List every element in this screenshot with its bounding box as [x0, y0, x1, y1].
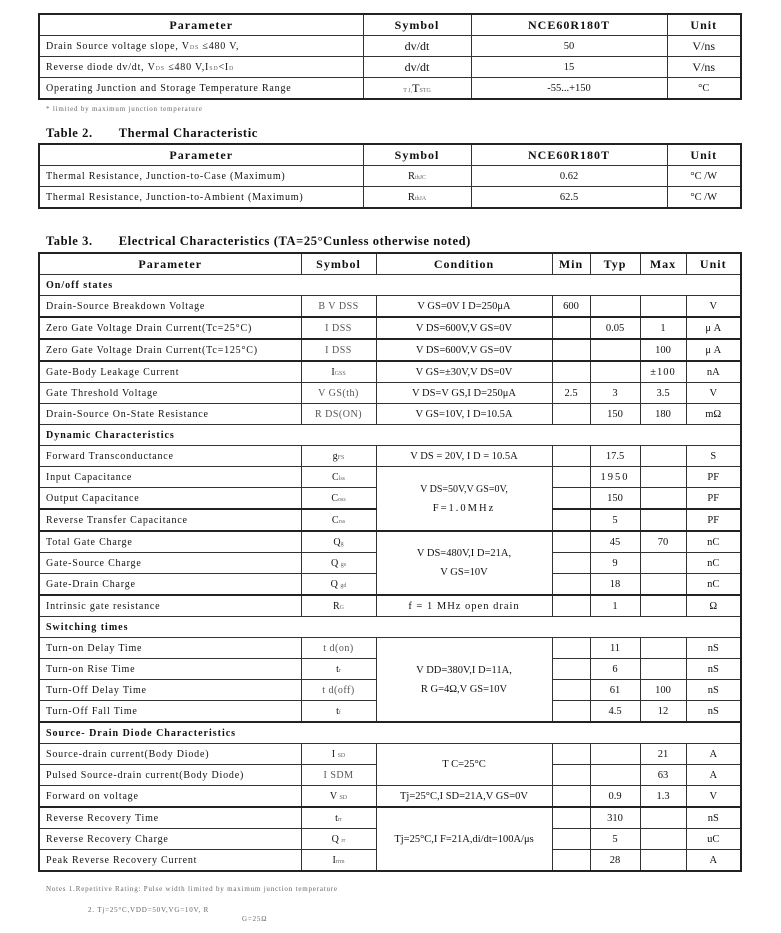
unit-cell: μ A — [686, 317, 741, 339]
table-row — [39, 595, 741, 617]
min-cell — [552, 807, 590, 829]
param-cell: Turn-Off Fall Time — [39, 701, 301, 723]
param-cell: Gate-Drain Charge — [39, 574, 301, 596]
max-cell — [640, 509, 686, 531]
unit-cell: °C /W — [667, 187, 741, 209]
typ-cell: 18 — [590, 574, 640, 596]
min-cell — [552, 659, 590, 680]
min-cell — [552, 317, 590, 339]
table2-title: Table 2. Thermal Characteristic — [46, 126, 258, 140]
header-max: Max — [640, 253, 686, 275]
min-cell — [552, 638, 590, 659]
symbol-cell: I DSS — [301, 339, 376, 361]
unit-cell: V/ns — [667, 36, 741, 57]
param-cell: Intrinsic gate resistance — [39, 595, 301, 617]
header-parameter: Parameter — [39, 253, 301, 275]
param-cell: Operating Junction and Storage Temperature Range — [39, 78, 363, 100]
min-cell — [552, 339, 590, 361]
max-cell — [640, 807, 686, 829]
typ-cell: 3 — [590, 383, 640, 404]
param-cell: Output Capacitance — [39, 488, 301, 510]
condition-cell: V GS=±30V,V DS=0V — [376, 361, 552, 383]
typ-cell — [590, 339, 640, 361]
param-cell: Reverse Transfer Capacitance — [39, 509, 301, 531]
param-cell: Reverse Recovery Charge — [39, 829, 301, 850]
thermal-table — [38, 143, 742, 209]
symbol-cell: Clss — [301, 467, 376, 488]
max-cell: 100 — [640, 680, 686, 701]
table-row — [39, 317, 741, 339]
max-cell — [640, 467, 686, 488]
table-row — [39, 57, 741, 78]
table-row — [39, 807, 741, 829]
max-cell: ±100 — [640, 361, 686, 383]
max-cell — [640, 638, 686, 659]
min-cell — [552, 744, 590, 765]
max-cell — [640, 488, 686, 510]
symbol-cell: RG — [301, 595, 376, 617]
value-cell: -55...+150 — [471, 78, 667, 100]
symbol-cell: IGSS — [301, 361, 376, 383]
table-row — [39, 786, 741, 808]
typ-cell — [590, 744, 640, 765]
symbol-cell: V GS(th) — [301, 383, 376, 404]
symbol-cell: T J,TSTG — [363, 78, 471, 100]
max-cell: 180 — [640, 404, 686, 425]
table-row — [39, 446, 741, 467]
header-unit: Unit — [667, 144, 741, 166]
section-diode: Source- Drain Diode Characteristics — [39, 722, 741, 744]
condition-cell: f = 1 MHz open drain — [376, 595, 552, 617]
table3-title: Table 3. Electrical Characteristics (TA=25°Cunless otherwise noted) — [46, 234, 471, 248]
header-part-number: NCE60R180T — [471, 144, 667, 166]
table-row — [39, 404, 741, 425]
header-unit: Unit — [686, 253, 741, 275]
value-cell: 0.62 — [471, 166, 667, 187]
symbol-cell: RthJA — [363, 187, 471, 209]
min-cell — [552, 595, 590, 617]
max-cell: 1 — [640, 317, 686, 339]
electrical-table — [38, 252, 742, 872]
param-cell: Drain-Source On-State Resistance — [39, 404, 301, 425]
min-cell — [552, 404, 590, 425]
param-cell: Zero Gate Voltage Drain Current(Tc=125°C) — [39, 339, 301, 361]
unit-cell: nS — [686, 638, 741, 659]
unit-cell: A — [686, 744, 741, 765]
typ-cell: 150 — [590, 404, 640, 425]
max-cell — [640, 659, 686, 680]
max-cell — [640, 296, 686, 318]
min-cell: 600 — [552, 296, 590, 318]
unit-cell: nS — [686, 807, 741, 829]
typ-cell: 45 — [590, 531, 640, 553]
symbol-cell: dv/dt — [363, 36, 471, 57]
min-cell — [552, 786, 590, 808]
condition-cell: V DS=600V,V GS=0V — [376, 339, 552, 361]
max-ratings-table — [38, 13, 742, 100]
header-part-number: NCE60R180T — [471, 14, 667, 36]
symbol-cell: Q gd — [301, 574, 376, 596]
header-parameter: Parameter — [39, 144, 363, 166]
unit-cell: Ω — [686, 595, 741, 617]
param-cell: Input Capacitance — [39, 467, 301, 488]
typ-cell: 28 — [590, 850, 640, 872]
unit-cell: nA — [686, 361, 741, 383]
typ-cell: 61 — [590, 680, 640, 701]
symbol-cell: t d(off) — [301, 680, 376, 701]
min-cell — [552, 488, 590, 510]
typ-cell: 5 — [590, 829, 640, 850]
unit-cell: °C /W — [667, 166, 741, 187]
unit-cell: A — [686, 850, 741, 872]
value-cell: 50 — [471, 36, 667, 57]
value-cell: 15 — [471, 57, 667, 78]
table-row — [39, 531, 741, 553]
symbol-cell: Crss — [301, 509, 376, 531]
min-cell — [552, 446, 590, 467]
header-min: Min — [552, 253, 590, 275]
table-row — [39, 296, 741, 318]
max-cell: 12 — [640, 701, 686, 723]
unit-cell: V — [686, 786, 741, 808]
header-unit: Unit — [667, 14, 741, 36]
table-row — [39, 383, 741, 404]
param-cell: Forward Transconductance — [39, 446, 301, 467]
symbol-cell: Q rr — [301, 829, 376, 850]
min-cell — [552, 829, 590, 850]
max-cell — [640, 829, 686, 850]
condition-cell: Tj=25°C,I SD=21A,V GS=0V — [376, 786, 552, 808]
table-row — [39, 36, 741, 57]
max-cell: 100 — [640, 339, 686, 361]
symbol-cell: B V DSS — [301, 296, 376, 318]
unit-cell: V/ns — [667, 57, 741, 78]
condition-cell: V GS=0V I D=250μA — [376, 296, 552, 318]
param-cell: Pulsed Source-drain current(Body Diode) — [39, 765, 301, 786]
param-cell: Source-drain current(Body Diode) — [39, 744, 301, 765]
max-cell — [640, 850, 686, 872]
min-cell — [552, 680, 590, 701]
condition-cell: V DS=V GS,I D=250μA — [376, 383, 552, 404]
diode-current-condition-cell: T C=25°C — [376, 744, 552, 786]
header-symbol: Symbol — [363, 14, 471, 36]
max-cell — [640, 553, 686, 574]
gate-charge-condition-cell: V DS=480V,I D=21A, V GS=10V — [376, 531, 552, 595]
value-cell: 62.5 — [471, 187, 667, 209]
notes-line-2: 2. Tj=25°C,VDD=50V,VG=10V, R — [88, 906, 210, 914]
symbol-cell: I DSS — [301, 317, 376, 339]
condition-cell: V DS=600V,V GS=0V — [376, 317, 552, 339]
symbol-cell: gFS — [301, 446, 376, 467]
unit-cell: nC — [686, 553, 741, 574]
param-cell: Total Gate Charge — [39, 531, 301, 553]
section-on-off: On/off states — [39, 275, 741, 296]
param-cell: Turn-on Rise Time — [39, 659, 301, 680]
typ-cell — [590, 765, 640, 786]
condition-cell: V DS = 20V, I D = 10.5A — [376, 446, 552, 467]
unit-cell: PF — [686, 467, 741, 488]
typ-cell: 9 — [590, 553, 640, 574]
typ-cell: 6 — [590, 659, 640, 680]
symbol-cell: trr — [301, 807, 376, 829]
param-cell: Forward on voltage — [39, 786, 301, 808]
min-cell — [552, 361, 590, 383]
typ-cell: 0.9 — [590, 786, 640, 808]
min-cell — [552, 531, 590, 553]
unit-cell: PF — [686, 488, 741, 510]
table-row — [39, 467, 741, 488]
typ-cell — [590, 296, 640, 318]
typ-cell: 17.5 — [590, 446, 640, 467]
typ-cell: 310 — [590, 807, 640, 829]
min-cell — [552, 467, 590, 488]
typ-cell: 11 — [590, 638, 640, 659]
param-cell: Turn-on Delay Time — [39, 638, 301, 659]
table-row — [39, 187, 741, 209]
max-cell: 63 — [640, 765, 686, 786]
unit-cell: nS — [686, 701, 741, 723]
param-cell: Reverse diode dv/dt, VDS ≤480 V,ISD<ID — [39, 57, 363, 78]
typ-cell: 1950 — [590, 467, 640, 488]
min-cell — [552, 553, 590, 574]
min-cell — [552, 765, 590, 786]
min-cell — [552, 850, 590, 872]
param-cell: Gate-Body Leakage Current — [39, 361, 301, 383]
table-row — [39, 78, 741, 100]
reverse-recovery-condition-cell: Tj=25°C,I F=21A,di/dt=100A/μs — [376, 807, 552, 871]
section-dynamic: Dynamic Characteristics — [39, 425, 741, 446]
min-cell — [552, 509, 590, 531]
typ-cell — [590, 361, 640, 383]
symbol-cell: Qg — [301, 531, 376, 553]
unit-cell: °C — [667, 78, 741, 100]
min-cell: 2.5 — [552, 383, 590, 404]
symbol-cell: Irrm — [301, 850, 376, 872]
unit-cell: A — [686, 765, 741, 786]
symbol-cell: tf — [301, 701, 376, 723]
unit-cell: uC — [686, 829, 741, 850]
max-cell — [640, 574, 686, 596]
unit-cell: S — [686, 446, 741, 467]
header-symbol: Symbol — [363, 144, 471, 166]
table-row — [39, 744, 741, 765]
unit-cell: nC — [686, 531, 741, 553]
typ-cell: 0.05 — [590, 317, 640, 339]
param-cell: Peak Reverse Recovery Current — [39, 850, 301, 872]
param-cell: Gate Threshold Voltage — [39, 383, 301, 404]
symbol-cell: I SD — [301, 744, 376, 765]
table-row — [39, 339, 741, 361]
table-row — [39, 166, 741, 187]
header-symbol: Symbol — [301, 253, 376, 275]
unit-cell: nS — [686, 659, 741, 680]
param-cell: Thermal Resistance, Junction-to-Case (Maximum) — [39, 166, 363, 187]
typ-cell: 4.5 — [590, 701, 640, 723]
symbol-cell: Q gs — [301, 553, 376, 574]
max-cell: 1.3 — [640, 786, 686, 808]
notes-line-1: Notes 1.Repetitive Rating: Pulse width limited by maximum junction temperature — [46, 885, 338, 893]
param-cell: Reverse Recovery Time — [39, 807, 301, 829]
table-row — [39, 361, 741, 383]
header-condition: Condition — [376, 253, 552, 275]
unit-cell: μ A — [686, 339, 741, 361]
unit-cell: nC — [686, 574, 741, 596]
header-parameter: Parameter — [39, 14, 363, 36]
min-cell — [552, 701, 590, 723]
unit-cell: mΩ — [686, 404, 741, 425]
switching-condition-cell: V DD=380V,I D=11A, R G=4Ω,V GS=10V — [376, 638, 552, 723]
param-cell: Drain Source voltage slope, VDS ≤480 V, — [39, 36, 363, 57]
max-cell: 21 — [640, 744, 686, 765]
footnote: * limited by maximum junction temperature — [46, 105, 203, 113]
max-cell: 3.5 — [640, 383, 686, 404]
header-typ: Typ — [590, 253, 640, 275]
symbol-cell: R DS(ON) — [301, 404, 376, 425]
symbol-cell: tr — [301, 659, 376, 680]
symbol-cell: V SD — [301, 786, 376, 808]
symbol-cell: RthJC — [363, 166, 471, 187]
capacitance-condition-cell: V DS=50V,V GS=0V, F=1.0MHz — [376, 467, 552, 532]
param-cell: Gate-Source Charge — [39, 553, 301, 574]
param-cell: Turn-Off Delay Time — [39, 680, 301, 701]
param-cell: Thermal Resistance, Junction-to-Ambient (Maximum) — [39, 187, 363, 209]
unit-cell: PF — [686, 509, 741, 531]
min-cell — [552, 574, 590, 596]
notes-line-3: G=25Ω — [242, 915, 268, 923]
condition-cell: V GS=10V, I D=10.5A — [376, 404, 552, 425]
typ-cell: 5 — [590, 509, 640, 531]
section-switching: Switching times — [39, 617, 741, 638]
symbol-cell: I SDM — [301, 765, 376, 786]
symbol-cell: t d(on) — [301, 638, 376, 659]
unit-cell: nS — [686, 680, 741, 701]
unit-cell: V — [686, 296, 741, 318]
typ-cell: 150 — [590, 488, 640, 510]
max-cell: 70 — [640, 531, 686, 553]
unit-cell: V — [686, 383, 741, 404]
typ-cell: 1 — [590, 595, 640, 617]
table-row — [39, 638, 741, 659]
symbol-cell: dv/dt — [363, 57, 471, 78]
max-cell — [640, 446, 686, 467]
param-cell: Zero Gate Voltage Drain Current(Tc=25°C) — [39, 317, 301, 339]
symbol-cell: Coss — [301, 488, 376, 510]
max-cell — [640, 595, 686, 617]
param-cell: Drain-Source Breakdown Voltage — [39, 296, 301, 318]
